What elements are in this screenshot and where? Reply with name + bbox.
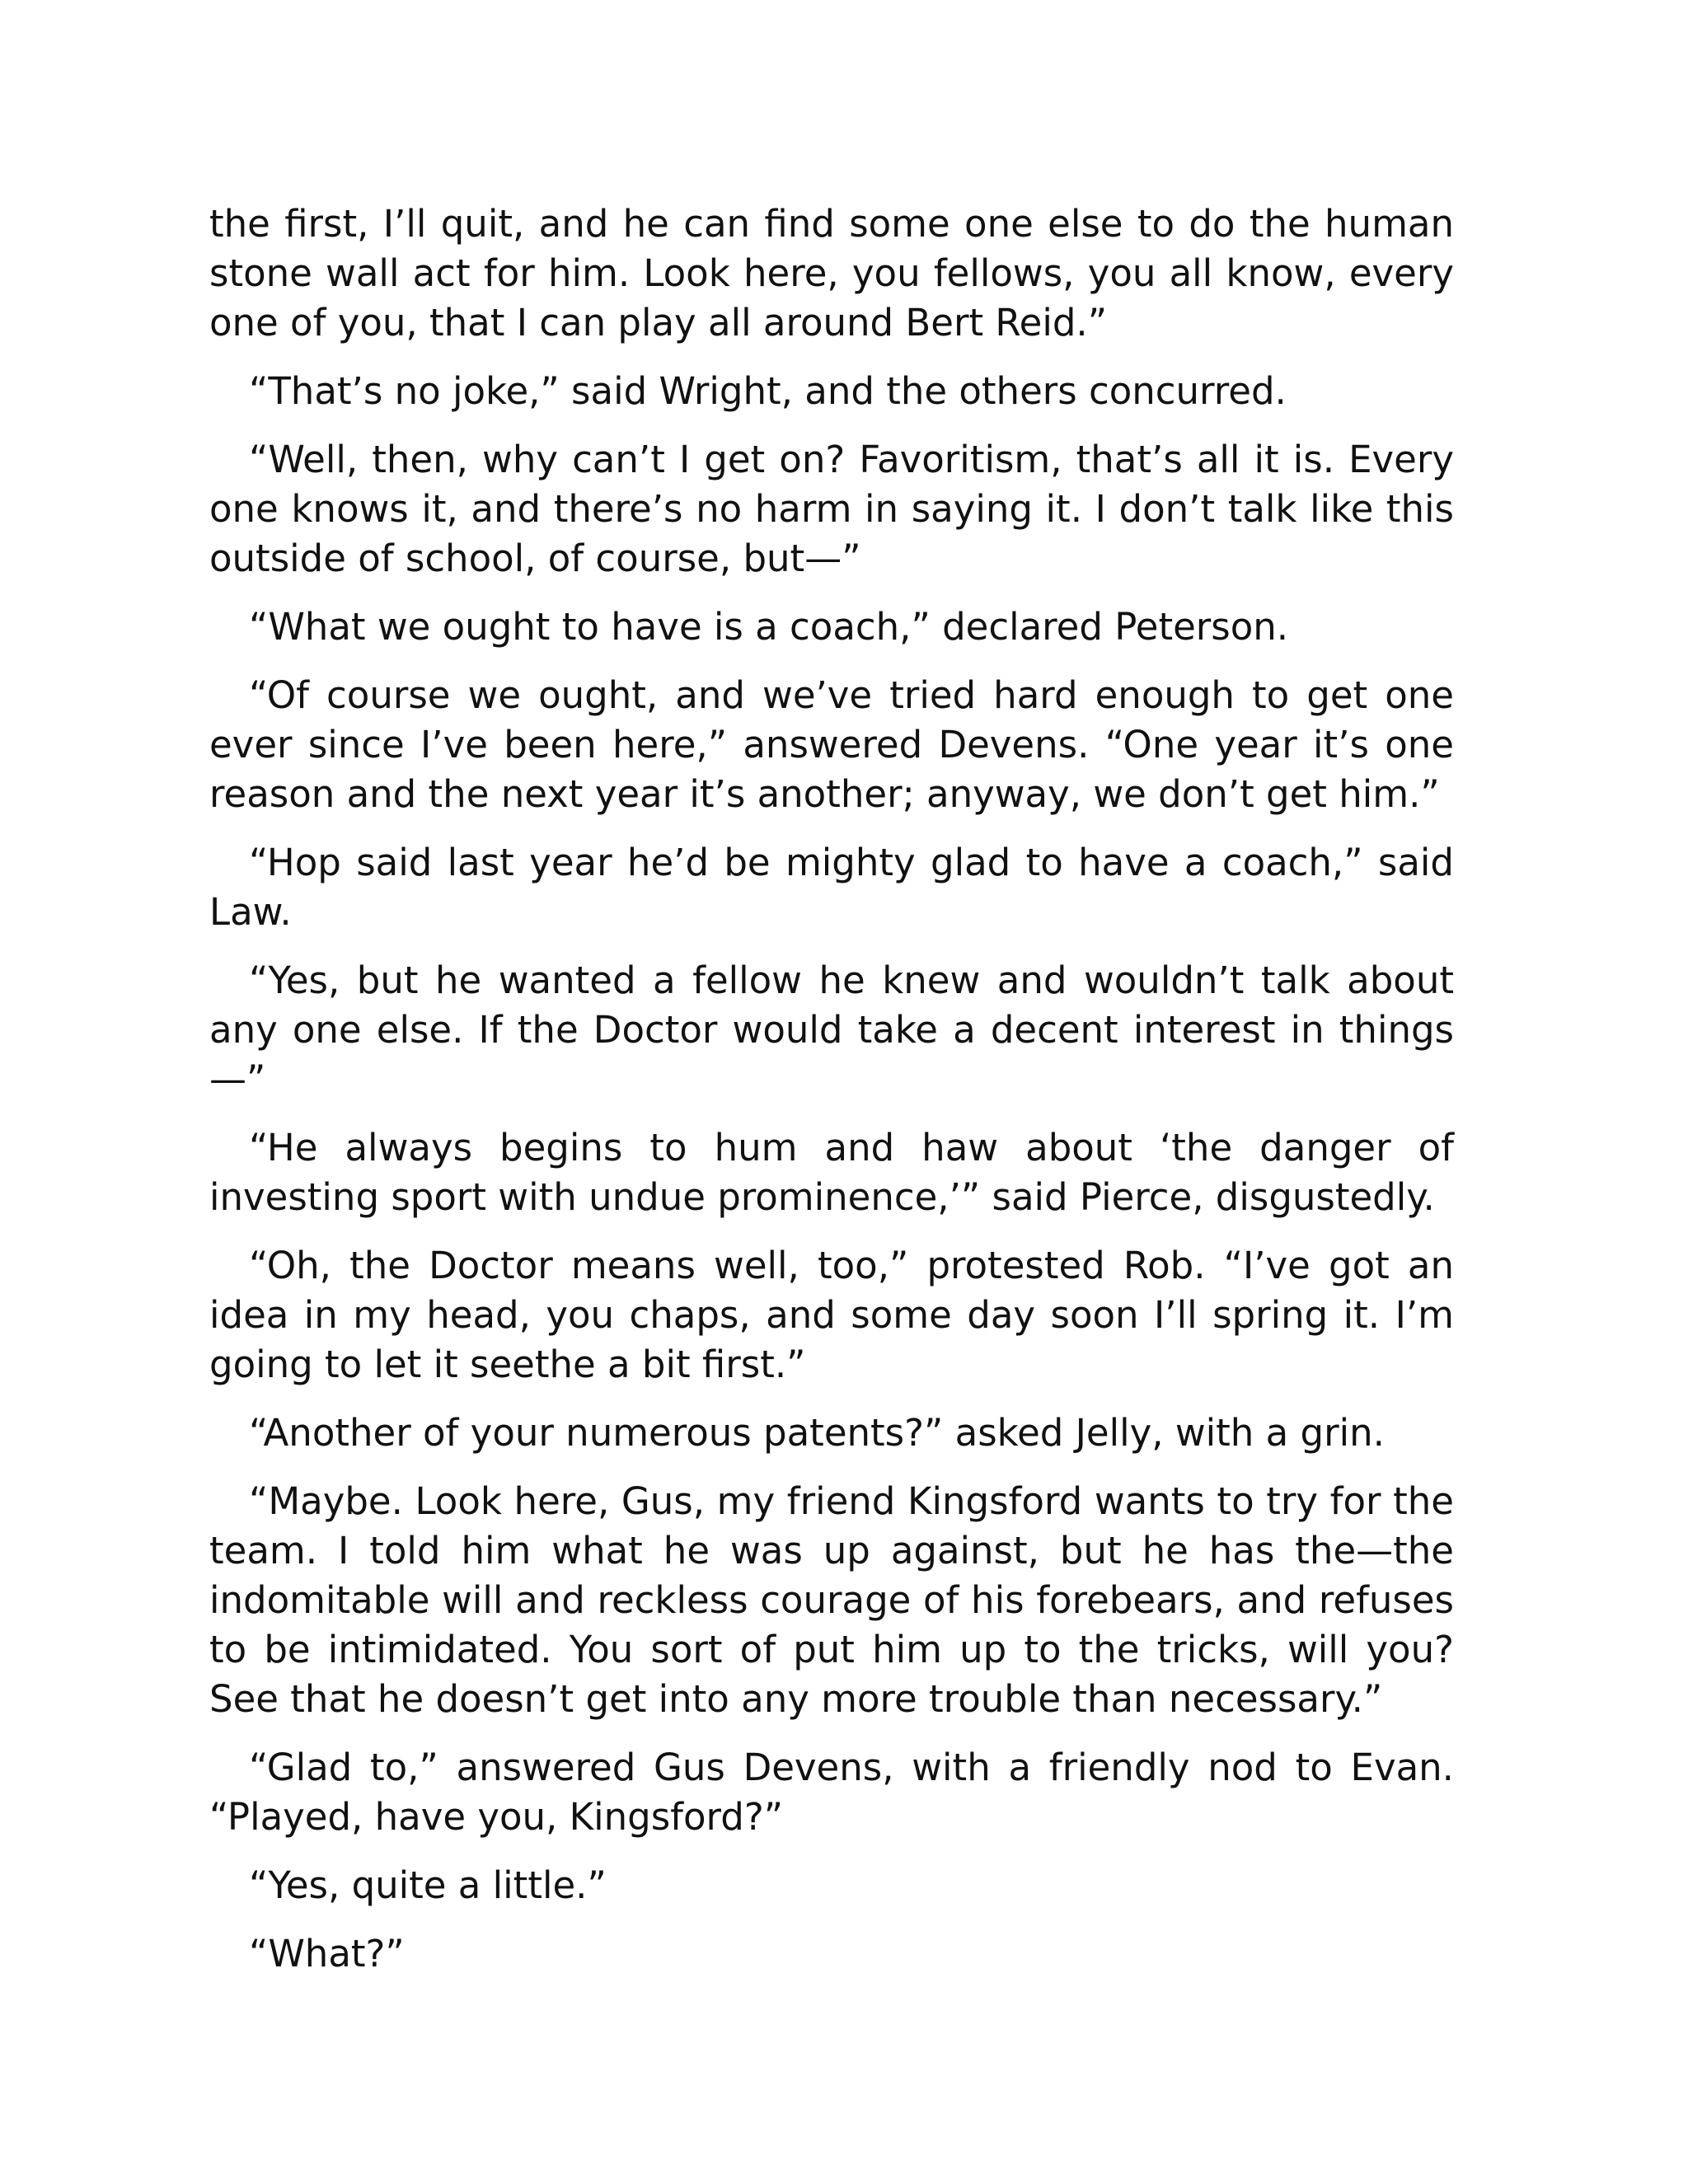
paragraph-rob: “Oh, the Doctor means well, too,” protested Rob. “I’ve got an idea in my head, you chaps, and some day soon I’ll spring it. I’m going to let it seethe a bit first.” [209, 1244, 1454, 1386]
paragraph-devens: “Of course we ought, and we’ve tried hard enough to get one ever since I’ve been here,” answered Devens. “One year it’s one reason and the next year it’s another; anyway, we don’t get him.” [209, 673, 1454, 816]
paragraph-pierce: “He always begins to hum and haw about ‘the danger of investing sport with undue prominence,’” said Pierce, disgustedly. [209, 1126, 1454, 1219]
paragraph-kingsford: “Maybe. Look here, Gus, my friend Kingsford wants to try for the team. I told him what he was up against, but he has the—the indomitable will and reckless courage of his forebears, and refuses to be intimidated. You sort of put him up to the tricks, will you? See that he doesn’t get into any more trouble than necessary.” [209, 1479, 1454, 1721]
paragraph-continued: the first, I’ll quit, and he can find some one else to do the human stone wall act for him. Look here, you fellows, you all know, every one of you, that I can play all around Bert Reid.” [209, 202, 1454, 344]
paragraph-favoritism: “Well, then, why can’t I get on? Favoritism, that’s all it is. Every one knows it, and there’s no harm in saying it. I don’t talk like this outside of school, of course, but—” [209, 438, 1454, 580]
paragraph-jelly: “Another of your numerous patents?” asked Jelly, with a grin. [249, 1411, 1385, 1455]
paragraph-gus: “Glad to,” answered Gus Devens, with a friendly nod to Evan. “Played, have you, Kingsford?” [209, 1746, 1454, 1839]
paragraph-law: “Hop said last year he’d be mighty glad to have a coach,” said Law. [209, 841, 1454, 934]
paragraph-peterson: “What we ought to have is a coach,” declared Peterson. [249, 605, 1289, 649]
paragraph-doctor: “Yes, but he wanted a fellow he knew and wouldn’t talk about any one else. If the Doctor would take a decent interest in things—” [209, 958, 1454, 1101]
paragraph-wright: “That’s no joke,” said Wright, and the others concurred. [249, 369, 1287, 413]
paragraph-quite: “Yes, quite a little.” [249, 1863, 607, 1907]
page-body [209, 199, 1454, 1998]
paragraph-what: “What?” [249, 1932, 405, 1975]
